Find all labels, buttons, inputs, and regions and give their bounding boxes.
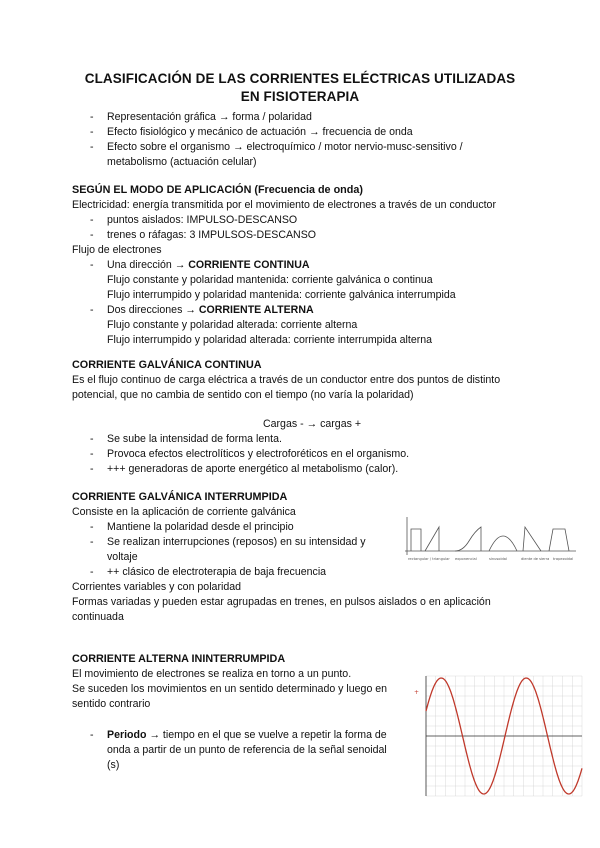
list-item: - Se sube la intensidad de forma lenta. [90, 432, 572, 447]
list-item [90, 535, 390, 565]
charges-line: Cargas - → cargas + [262, 418, 362, 430]
fig-label: sinusoidal [489, 557, 507, 561]
list-item: - Provoca efectos electrolíticos y electroforéticos en el organismo. [90, 447, 572, 462]
paragraph: Electricidad: energía transmitida por el movimiento de electrones a través de un conductor [72, 199, 496, 211]
list-item-text: onda a partir de un punto de referencia de la señal senoidal [107, 744, 387, 756]
paragraph: Corrientes variables y con polaridad [72, 581, 241, 593]
list-item-text: Una dirección → [107, 259, 189, 271]
list-item-bold: CORRIENTE ALTERNA [198, 304, 314, 316]
sine-wave-plot [412, 672, 584, 806]
paragraph: Consiste en la aplicación de corriente galvánica [72, 506, 296, 518]
intro-item [90, 140, 570, 170]
sawtooth-wave [523, 527, 541, 551]
page-title [60, 70, 540, 106]
title-line-2: EN FISIOTERAPIA [240, 89, 360, 104]
list-item-text: Dos direcciones → [107, 304, 199, 316]
list-item: - puntos aislados: IMPULSO-DESCANSO [90, 213, 572, 228]
list-item [90, 303, 572, 318]
list-item: - +++ generadoras de aporte energético al metabolismo (calor). [90, 462, 572, 477]
paragraph: Formas variadas y pueden estar agrupadas en trenes, en pulsos aislados o en aplicación [72, 596, 491, 608]
sub-line: Flujo constante y polaridad alterada: corriente alterna [107, 319, 358, 331]
list-item [90, 728, 412, 773]
section-alterna-ininterrumpida [72, 652, 412, 773]
fig-label: trapezoidal [553, 557, 574, 561]
paragraph: Se suceden los movimientos en un sentido determinado y luego en [72, 683, 388, 695]
sinusoidal-wave [489, 536, 517, 551]
section-galvanica-continua [72, 358, 572, 477]
rectangular-wave [411, 529, 421, 551]
list-item-text: Se realizan interrupciones (reposos) en su intensidad y [107, 536, 366, 548]
section-heading: CORRIENTE ALTERNA ININTERRUMPIDA [72, 653, 286, 665]
triangular-wave [425, 527, 439, 551]
intro-item: - Representación gráfica → forma / polaridad [90, 110, 570, 125]
intro-list [90, 110, 570, 170]
sub-line: Flujo interrumpido y polaridad mantenida: corriente galvánica interrumpida [107, 289, 456, 301]
paragraph: Flujo de electrones [72, 244, 162, 256]
waveform-shapes-figure [403, 515, 578, 565]
list-item: - Mantiene la polaridad desde el principio [90, 520, 390, 535]
list-item [90, 258, 572, 273]
trapezoidal-wave [549, 529, 569, 551]
paragraph: sentido contrario [72, 698, 151, 710]
list-item-text: voltaje [107, 551, 138, 563]
paragraph: Es el flujo continuo de carga eléctrica a través de un conductor entre dos puntos de distinto [72, 374, 501, 386]
fig-label: rectangular / triangular [408, 557, 450, 561]
intro-item: - Efecto fisiológico y mecánico de actuación → frecuencia de onda [90, 125, 570, 140]
section-heading: SEGÚN EL MODO DE APLICACIÓN (Frecuencia de onda) [72, 184, 363, 196]
plus-marker: + [414, 689, 420, 696]
paragraph: continuada [72, 611, 124, 623]
section-heading: CORRIENTE GALVÁNICA INTERRUMPIDA [72, 491, 288, 503]
paragraph: El movimiento de electrones se realiza en torno a un punto. [72, 668, 352, 680]
intro-item-text: Efecto sobre el organismo → electroquímico / motor nervio-musc-sensitivo / [107, 141, 463, 153]
list-item-text: → tiempo en el que se vuelve a repetir la forma de [146, 729, 387, 741]
intro-item-text: metabolismo (actuación celular) [107, 156, 257, 168]
section-heading: CORRIENTE GALVÁNICA CONTINUA [72, 359, 262, 371]
list-item: - ++ clásico de electroterapia de baja frecuencia [90, 565, 390, 580]
sub-line: Flujo interrumpido y polaridad alterada: corriente interrumpida alterna [107, 334, 433, 346]
section-modo-aplicacion [72, 183, 572, 348]
list-item-bold: CORRIENTE CONTINUA [188, 259, 310, 271]
list-item-text: (s) [107, 759, 120, 771]
fig-label: diente de sierra [521, 557, 550, 561]
sub-line: Flujo constante y polaridad mantenida: corriente galvánica o continua [107, 274, 433, 286]
term-bold: Periodo [107, 729, 147, 741]
list-item: - trenes o ráfagas: 3 IMPULSOS-DESCANSO [90, 228, 572, 243]
paragraph: potencial, que no cambia de sentido con el tiempo (no varía la polaridad) [72, 389, 414, 401]
fig-label: exponencial [455, 557, 477, 561]
exponential-wave [455, 527, 481, 551]
title-line-1: CLASIFICACIÓN DE LAS CORRIENTES ELÉCTRICAS UTILIZADAS [84, 71, 516, 86]
